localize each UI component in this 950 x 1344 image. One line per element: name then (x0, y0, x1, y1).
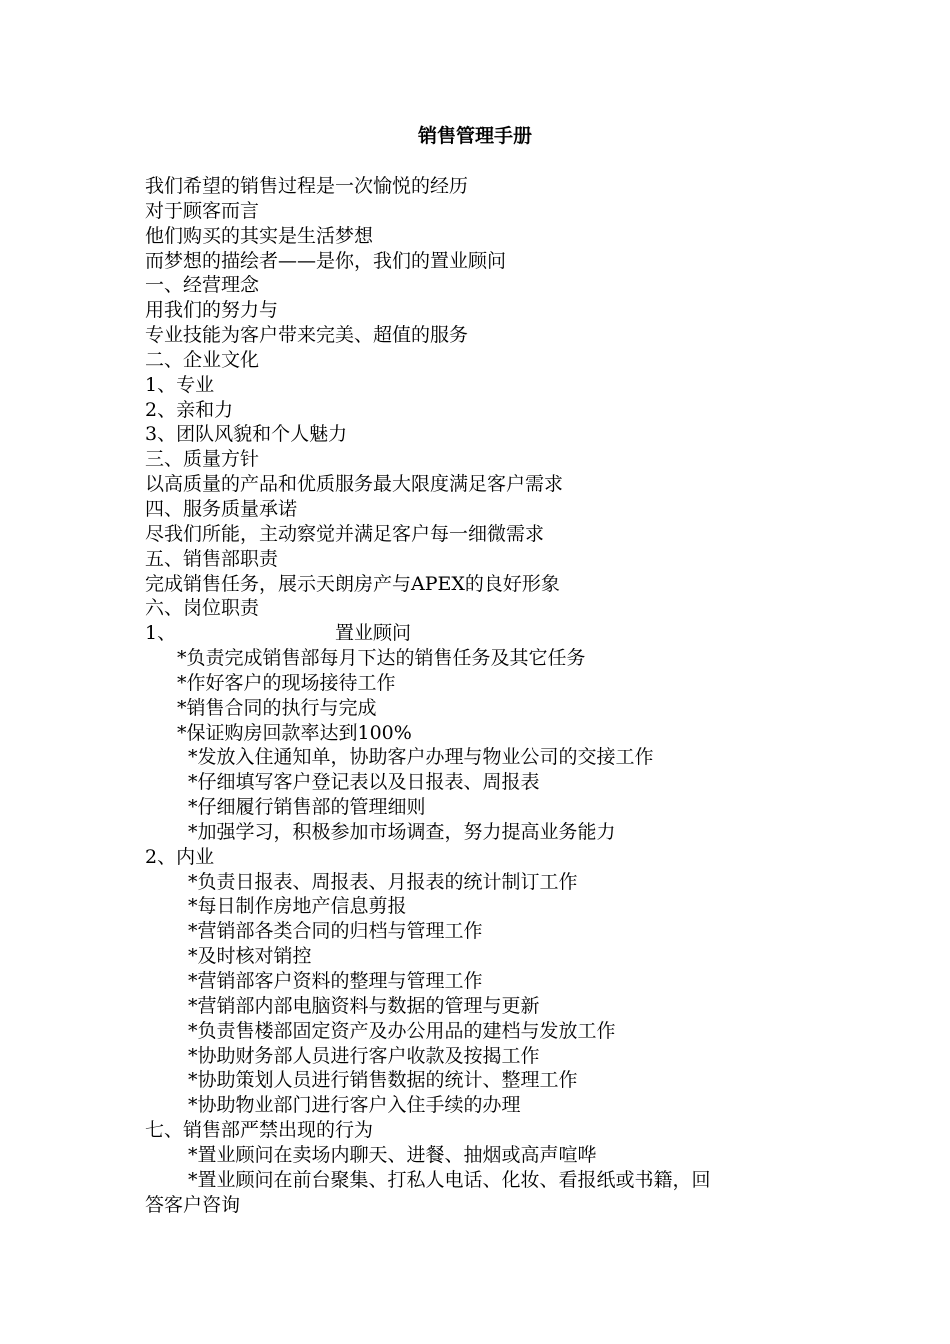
duty-item: *协助物业部门进行客户入住手续的办理 (188, 1094, 521, 1117)
prohibited-item-continuation: 答客户咨询 (145, 1193, 241, 1216)
section-heading-corporate-culture: 二、企业文化 (145, 348, 260, 371)
duty-item: *协助策划人员进行销售数据的统计、整理工作 (188, 1069, 578, 1092)
list-item: 1、专业 (145, 373, 215, 396)
section-heading-business-philosophy: 一、经营理念 (145, 274, 260, 297)
role-heading-consultant (145, 621, 825, 646)
duty-item: *仔细填写客户登记表以及日报表、周报表 (188, 771, 540, 794)
list-item: 2、亲和力 (145, 398, 234, 421)
role-title: 置业顾问 (335, 622, 412, 645)
role-heading-back-office: 2、内业 (145, 845, 215, 868)
duty-item: *发放入住通知单，协助客户办理与物业公司的交接工作 (188, 746, 654, 769)
role-number: 1、 (145, 622, 177, 645)
document-body (145, 174, 825, 1217)
prohibited-item: *置业顾问在前台聚集、打私人电话、化妆、看报纸或书籍，回 (188, 1168, 711, 1191)
paragraph-line: 以高质量的产品和优质服务最大限度满足客户需求 (145, 473, 564, 496)
paragraph-line: 专业技能为客户带来完美、超值的服务 (145, 324, 469, 347)
duty-item: *负责售楼部固定资产及办公用品的建档与发放工作 (188, 1019, 616, 1042)
duty-item: *及时核对销控 (188, 945, 312, 968)
duty-item: *营销部客户资料的整理与管理工作 (188, 970, 483, 992)
duty-item: *负责日报表、周报表、月报表的统计制订工作 (188, 870, 578, 893)
page-title: 销售管理手册 (417, 125, 532, 147)
duty-item: *协助财务部人员进行客户收款及按揭工作 (188, 1044, 540, 1067)
paragraph-line: 完成销售任务，展示天朗房产与APEX的良好形象 (145, 572, 560, 595)
duty-item: *营销部内部电脑资料与数据的管理与更新 (188, 994, 540, 1017)
section-heading-prohibited-behaviors: 七、销售部严禁出现的行为 (145, 1119, 374, 1142)
section-heading-sales-dept-duties: 五、销售部职责 (145, 547, 279, 570)
prohibited-item: *置业顾问在卖场内聊天、进餐、抽烟或高声喧哗 (188, 1143, 597, 1166)
section-heading-service-commitment: 四、服务质量承诺 (145, 497, 298, 520)
intro-line: 他们购买的其实是生活梦想 (145, 224, 374, 247)
section-heading-quality-policy: 三、质量方针 (145, 448, 260, 471)
duty-item: *销售合同的执行与完成 (177, 696, 377, 719)
paragraph-line: 尽我们所能，主动察觉并满足客户每一细微需求 (145, 522, 545, 545)
paragraph-line: 用我们的努力与 (145, 299, 279, 322)
duty-item: *保证购房回款率达到100% (177, 721, 412, 744)
intro-line: 我们希望的销售过程是一次愉悦的经历 (145, 175, 469, 197)
duty-item: *营销部各类合同的归档与管理工作 (188, 920, 483, 943)
intro-line: 而梦想的描绘者——是你，我们的置业顾问 (145, 249, 507, 272)
section-heading-job-duties: 六、岗位职责 (145, 597, 260, 620)
duty-item: *每日制作房地产信息剪报 (188, 895, 407, 918)
duty-item: *仔细履行销售部的管理细则 (188, 796, 426, 819)
duty-item: *负责完成销售部每月下达的销售任务及其它任务 (177, 647, 586, 670)
intro-line: 对于顾客而言 (145, 199, 260, 222)
list-item: 3、团队风貌和个人魅力 (145, 423, 348, 446)
duty-item: *作好客户的现场接待工作 (177, 671, 396, 694)
duty-item: *加强学习，积极参加市场调查，努力提高业务能力 (188, 820, 616, 843)
